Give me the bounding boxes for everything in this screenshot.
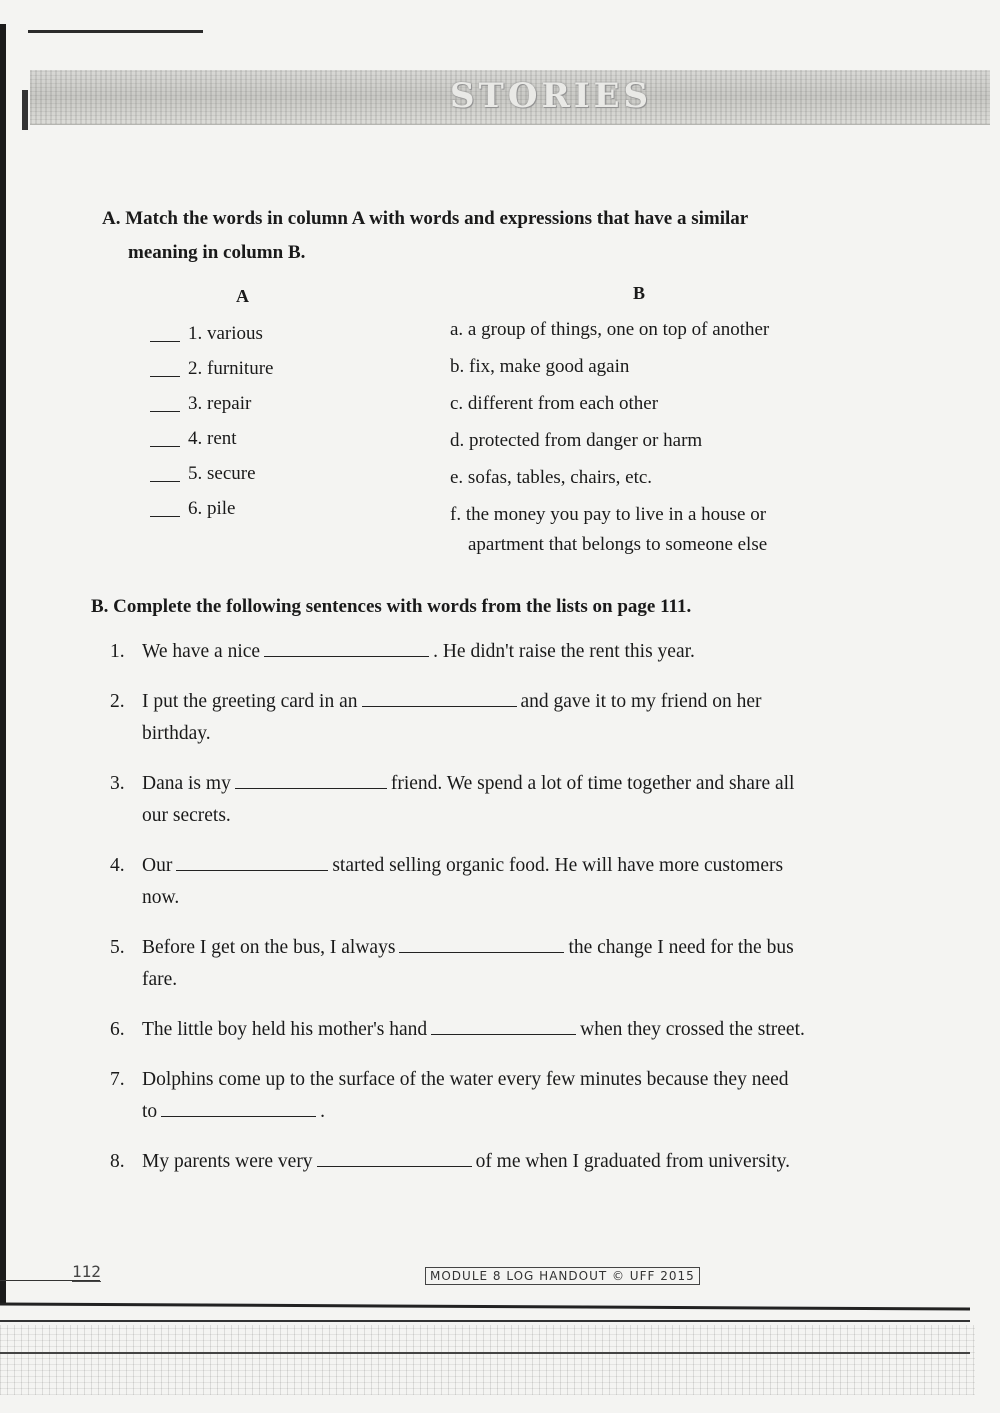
sentence-after: of me when I graduated from university. xyxy=(475,1151,790,1172)
sentence-item xyxy=(110,1064,910,1128)
answer-blank[interactable] xyxy=(150,395,180,412)
column-a-item xyxy=(150,386,273,421)
sentence-continuation: to xyxy=(142,1101,158,1122)
sentence-number: 4. xyxy=(110,855,125,876)
page-number: 112 xyxy=(72,1262,101,1281)
column-a-list xyxy=(150,316,273,526)
fill-blank[interactable] xyxy=(399,934,564,953)
column-a-item xyxy=(150,491,273,526)
sentence-after: . He didn't raise the rent this year. xyxy=(433,641,695,662)
sentence-after: and gave it to my friend on her xyxy=(520,691,762,712)
footer-rule xyxy=(0,1320,970,1322)
sentence-end-period: . xyxy=(320,1101,326,1122)
sentence-before: We have a nice xyxy=(142,641,261,662)
column-b-item: a. a group of things, one on top of another xyxy=(450,319,770,340)
column-a-word: 2. furniture xyxy=(188,357,274,379)
column-b-item: c. different from each other xyxy=(450,393,659,414)
sentence-before: My parents were very xyxy=(142,1151,313,1172)
scan-edge xyxy=(0,24,6,1304)
footer-label: MODULE 8 LOG HANDOUT © UFF 2015 xyxy=(425,1267,700,1285)
sentence-item xyxy=(110,850,910,914)
sentence-number: 5. xyxy=(110,937,125,958)
answer-blank[interactable] xyxy=(150,500,180,517)
sentence-number: 2. xyxy=(110,691,125,712)
sentence-continuation: our secrets. xyxy=(142,805,231,826)
sentence-continuation: fare. xyxy=(142,969,178,990)
sentence-continuation: now. xyxy=(142,887,180,908)
column-b-item-f-cont: apartment that belongs to someone else xyxy=(468,534,768,555)
section-b-heading: B. Complete the following sentences with words from the lists on page 111. xyxy=(91,596,692,617)
answer-blank[interactable] xyxy=(150,360,180,377)
section-a-heading xyxy=(102,202,902,270)
footer-rule xyxy=(0,1302,970,1310)
sentence-before: Dolphins come up to the surface of the water every few minutes because they need xyxy=(142,1069,789,1090)
sentence-after: started selling organic food. He will have more customers xyxy=(332,855,784,876)
sentence-number: 3. xyxy=(110,773,125,794)
fill-blank[interactable] xyxy=(362,688,517,707)
sentence-item xyxy=(110,1014,910,1046)
sentence-number: 1. xyxy=(110,641,125,662)
answer-blank[interactable] xyxy=(150,465,180,482)
footer-rule xyxy=(0,1352,970,1354)
fill-blank[interactable] xyxy=(264,638,429,657)
sentence-before: Dana is my xyxy=(142,773,231,794)
fill-blank[interactable] xyxy=(317,1148,472,1167)
column-b-item xyxy=(450,498,850,560)
sentence-number: 8. xyxy=(110,1151,125,1172)
sentence-text xyxy=(142,1146,910,1178)
column-b-list xyxy=(450,313,850,560)
sentence-after: when they crossed the street. xyxy=(580,1019,805,1040)
fill-blank[interactable] xyxy=(176,852,328,871)
fill-blank[interactable] xyxy=(235,770,387,789)
column-a-header: A xyxy=(236,286,249,306)
column-a-item xyxy=(150,456,273,491)
sentence-number: 6. xyxy=(110,1019,125,1040)
sentence-text xyxy=(142,932,910,996)
sentence-number: 7. xyxy=(110,1069,125,1090)
sentence-before: Our xyxy=(142,855,173,876)
answer-blank[interactable] xyxy=(150,430,180,447)
section-a-heading-line1: A. Match the words in column A with words and expressions that have a similar xyxy=(102,208,749,229)
sentence-item xyxy=(110,636,910,668)
column-a-word: 4. rent xyxy=(188,427,237,449)
sentence-text xyxy=(142,1014,910,1046)
sentence-text xyxy=(142,768,910,832)
top-rule xyxy=(28,30,203,33)
column-a-item xyxy=(150,421,273,456)
sentence-item xyxy=(110,932,910,996)
sentence-before: I put the greeting card in an xyxy=(142,691,358,712)
sentence-list xyxy=(110,636,910,1178)
column-b-item: b. fix, make good again xyxy=(450,356,630,377)
banner-title: STORIES xyxy=(450,76,653,116)
sentence-text xyxy=(142,1064,910,1128)
sentence-after: friend. We spend a lot of time together and share all xyxy=(390,773,795,794)
sentence-item xyxy=(110,1146,910,1178)
answer-blank[interactable] xyxy=(150,325,180,342)
section-a-heading-line2: meaning in column B. xyxy=(128,242,306,263)
sentence-continuation: birthday. xyxy=(142,723,211,744)
scan-mark xyxy=(22,90,28,130)
sentence-item xyxy=(110,768,910,832)
column-b-item: d. protected from danger or harm xyxy=(450,430,703,451)
column-a-word: 3. repair xyxy=(188,392,252,414)
column-a-word: 1. various xyxy=(188,322,263,344)
sentence-text xyxy=(142,636,910,668)
column-a-item xyxy=(150,351,273,386)
column-a-item xyxy=(150,316,273,351)
sentence-before: Before I get on the bus, I always xyxy=(142,937,396,958)
page-banner xyxy=(30,70,990,125)
sentence-text xyxy=(142,686,910,750)
sentence-item xyxy=(110,686,910,750)
fill-blank[interactable] xyxy=(431,1016,576,1035)
column-a-word: 5. secure xyxy=(188,462,256,484)
column-b-item: e. sofas, tables, chairs, etc. xyxy=(450,467,653,488)
scan-noise xyxy=(0,1325,975,1395)
sentence-before: The little boy held his mother's hand xyxy=(142,1019,428,1040)
sentence-text xyxy=(142,850,910,914)
sentence-after: the change I need for the bus xyxy=(568,937,794,958)
fill-blank[interactable] xyxy=(161,1098,316,1117)
column-b-item-f: f. the money you pay to live in a house or xyxy=(450,504,767,525)
column-b-header: B xyxy=(633,283,646,303)
column-a-word: 6. pile xyxy=(188,497,236,519)
